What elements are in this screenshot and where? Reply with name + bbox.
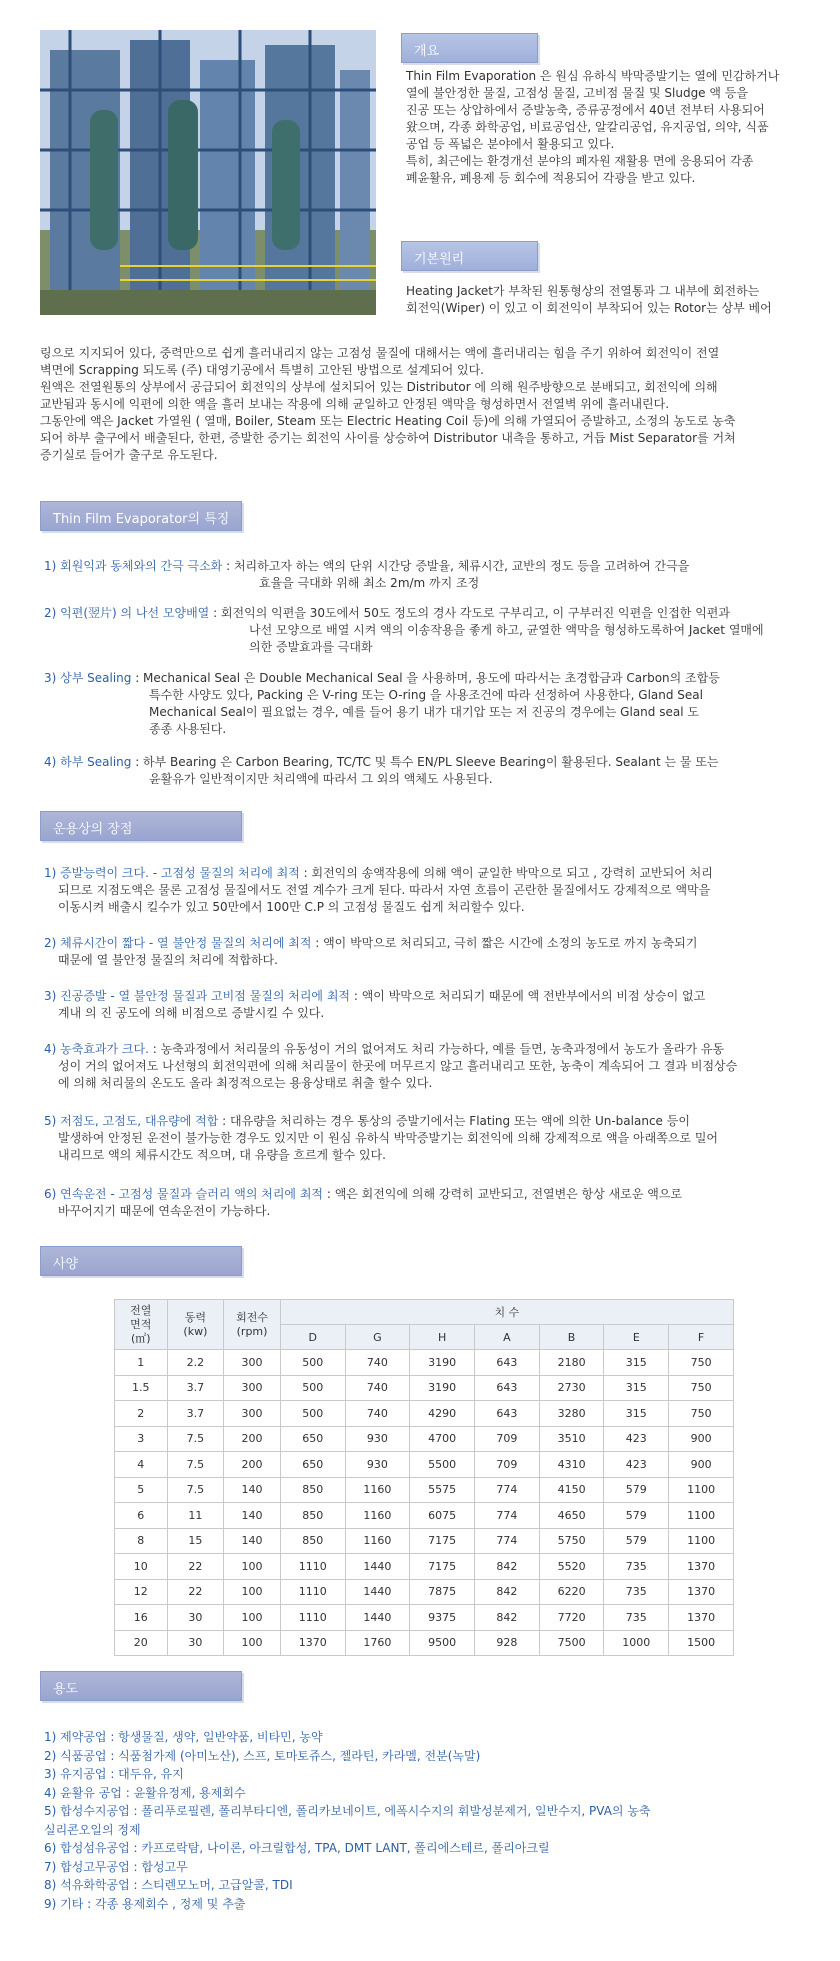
table-cell: 1100 [669, 1477, 734, 1503]
table-cell: 6075 [410, 1503, 475, 1529]
advantage-head: 2) 체류시간이 짧다 - 열 불안정 물질의 처리에 최적 [44, 936, 312, 950]
uses-title: 용도 [53, 1682, 79, 1697]
table-cell: 500 [280, 1401, 345, 1427]
table-cell: 4650 [539, 1503, 604, 1529]
list-item: 5) 합성수지공업 : 폴리푸로필렌, 폴리부타디엔, 폴리카보네이트, 에폭시수지의 휘발성분제거, 일반수지, PVA의 농축 [44, 1804, 651, 1818]
table-cell: 300 [224, 1350, 281, 1376]
feature-text: : 처리하고자 하는 액의 단위 시간당 증발율, 체류시간, 교반의 정도 등을 고려하여 간극을 [222, 559, 690, 573]
table-cell: 930 [345, 1426, 410, 1452]
table-cell: 12 [115, 1579, 168, 1605]
table-cell: 100 [224, 1554, 281, 1580]
advantage-head: 1) 증발능력이 크다. - 고점성 물질의 처리에 최적 [44, 866, 300, 880]
advantage-text: : 농축과정에서 처리물의 유동성이 거의 없어져도 처리 가능하다, 예를 들면, 농축과정에서 농도가 올라가 유동 [148, 1042, 725, 1056]
principle-line: 원액은 전열원통의 상부에서 공급되어 회전익의 상부에 설치되어 있는 Distributor 에 의해 원주방향으로 분배되고, 회전익에 의해 [40, 380, 718, 394]
spec-section-bar [40, 1246, 242, 1276]
header-col: E [604, 1325, 669, 1350]
list-item: 8) 석유화학공업 : 스티렌모노머, 고급알콜, TDI [44, 1878, 293, 1892]
advantage-item-2 [44, 935, 697, 969]
table-cell: 1 [115, 1350, 168, 1376]
advantage-item-3 [44, 988, 705, 1022]
table-cell: 1370 [669, 1579, 734, 1605]
table-cell: 9375 [410, 1605, 475, 1631]
table-cell: 735 [604, 1554, 669, 1580]
header-dimensions: 치 수 [280, 1300, 733, 1325]
intro-line: 공업 등 폭넓은 분야에서 활용되고 있다. [406, 137, 615, 151]
plant-illustration [40, 30, 376, 315]
table-row [115, 1426, 734, 1452]
table-row [115, 1350, 734, 1376]
table-cell: 6220 [539, 1579, 604, 1605]
principle-line: Heating Jacket가 부착된 원통형상의 전열통과 그 내부에 회전하는 [406, 284, 760, 298]
table-cell: 200 [224, 1426, 281, 1452]
table-cell: 315 [604, 1350, 669, 1376]
header-col: B [539, 1325, 604, 1350]
advantage-head: 6) 연속운전 - 고점성 물질과 슬러리 액의 처리에 최적 [44, 1187, 324, 1201]
table-cell: 709 [475, 1426, 540, 1452]
table-row [115, 1528, 734, 1554]
list-item: 4) 윤활유 공업 : 윤활유정제, 용제회수 [44, 1785, 246, 1800]
spec-table-body [115, 1350, 734, 1656]
advantage-text: 내리므로 액의 체류시간도 적으며, 대 유량을 흐르게 할수 있다. [58, 1148, 386, 1162]
table-cell: 842 [475, 1605, 540, 1631]
advantage-item-4 [44, 1041, 737, 1092]
table-cell: 423 [604, 1452, 669, 1478]
table-cell: 8 [115, 1528, 168, 1554]
advantage-text: 되므로 지점도액은 물론 고점성 물질에서도 전열 계수가 크게 된다. 따라서 자연 흐름이 곤란한 물질에서도 강제적으로 액막을 [58, 883, 711, 897]
table-cell: 16 [115, 1605, 168, 1631]
table-cell: 7875 [410, 1579, 475, 1605]
feature-head: 2) 익편(翌片) 의 나선 모양배열 [44, 606, 210, 620]
feature-item-1 [44, 558, 689, 592]
header-col: H [410, 1325, 475, 1350]
table-cell: 100 [224, 1630, 281, 1656]
table-cell: 850 [280, 1528, 345, 1554]
table-cell: 100 [224, 1579, 281, 1605]
table-row [115, 1605, 734, 1631]
table-cell: 750 [669, 1401, 734, 1427]
features-title: Thin Film Evaporator의 특징 [53, 512, 230, 527]
feature-text: 의한 증발효과를 극대화 [249, 640, 373, 654]
table-cell: 315 [604, 1375, 669, 1401]
table-cell: 1370 [669, 1554, 734, 1580]
table-cell: 3.7 [167, 1401, 224, 1427]
features-section-bar [40, 501, 242, 531]
advantages-title: 운용상의 장점 [53, 822, 133, 837]
principle-section-bar [401, 241, 538, 271]
table-cell: 1160 [345, 1477, 410, 1503]
table-cell: 740 [345, 1350, 410, 1376]
table-cell: 4150 [539, 1477, 604, 1503]
principle-line: 그동안에 액은 Jacket 가열원 ( 열매, Boiler, Steam 또는 Electric Heating Coil 등)에 의해 가열되어 증발하고, 소정의 농도로 농축 [40, 414, 736, 428]
table-row [115, 1579, 734, 1605]
table-cell: 3.7 [167, 1375, 224, 1401]
table-cell: 20 [115, 1630, 168, 1656]
table-cell: 22 [167, 1579, 224, 1605]
header-area: 전열 면적 (㎡) [115, 1300, 168, 1350]
advantage-item-5 [44, 1113, 718, 1164]
table-cell: 5575 [410, 1477, 475, 1503]
advantage-text: : 회전익의 송액작용에 의해 액이 균일한 박막으로 되고 , 강력히 교반되어 처리 [299, 866, 713, 880]
uses-list [44, 1728, 651, 1913]
table-cell: 3190 [410, 1350, 475, 1376]
table-cell: 140 [224, 1528, 281, 1554]
header-col: D [280, 1325, 345, 1350]
table-cell: 7720 [539, 1605, 604, 1631]
principle-paragraph-right [406, 283, 772, 317]
table-cell: 1760 [345, 1630, 410, 1656]
advantage-item-1 [44, 865, 713, 916]
principle-title: 기본원리 [414, 252, 465, 267]
principle-line: 교반됨과 동시에 익편에 의한 액을 흘러 보내는 작용에 의해 균일하고 안정된 액막을 형성하면서 전열벽 위에 흘러내린다. [40, 397, 670, 411]
table-cell: 842 [475, 1579, 540, 1605]
table-cell: 7.5 [167, 1477, 224, 1503]
table-cell: 7.5 [167, 1426, 224, 1452]
table-cell: 140 [224, 1503, 281, 1529]
table-cell: 140 [224, 1477, 281, 1503]
table-cell: 750 [669, 1350, 734, 1376]
list-item: 3) 유지공업 : 대두유, 유지 [44, 1767, 184, 1781]
list-item: 실리콘오일의 정제 [44, 1822, 141, 1837]
evaporator-plant-photo [40, 30, 376, 315]
advantage-head: 5) 저점도, 고점도, 대유량에 적합 [44, 1114, 219, 1128]
advantage-text: : 대유량을 처리하는 경우 통상의 증발기에서는 Flating 또는 액에 의한 Un-balance 등이 [218, 1114, 690, 1128]
table-cell: 740 [345, 1375, 410, 1401]
table-cell: 850 [280, 1477, 345, 1503]
table-cell: 750 [669, 1375, 734, 1401]
header-rpm: 회전수 (rpm) [224, 1300, 281, 1350]
table-cell: 842 [475, 1554, 540, 1580]
table-cell: 2.2 [167, 1350, 224, 1376]
table-row [115, 1477, 734, 1503]
table-cell: 4310 [539, 1452, 604, 1478]
table-cell: 5 [115, 1477, 168, 1503]
feature-text: 특수한 사양도 있다, Packing 은 V-ring 또는 O-ring 을 사용조건에 따라 선정하여 사용한다, Gland Seal [149, 688, 703, 702]
feature-text: 나선 모양으로 배열 시켜 액의 이송작용을 좋게 하고, 균열한 액막을 형성하도록하여 Jacket 열매에 [249, 623, 764, 637]
table-row [115, 1452, 734, 1478]
advantage-text: : 액이 박막으로 처리되고, 극히 짧은 시간에 소정의 농도로 까지 농축되기 [311, 936, 698, 950]
intro-title: 개요 [414, 44, 440, 59]
feature-text: : 하부 Bearing 은 Carbon Bearing, TC/TC 및 특수 EN/PL Sleeve Bearing이 활용된다. Sealant 는 물 또는 [131, 755, 719, 769]
table-cell: 423 [604, 1426, 669, 1452]
table-cell: 774 [475, 1503, 540, 1529]
table-cell: 1440 [345, 1605, 410, 1631]
advantage-text: 때문에 열 불안정 물질의 처리에 적합하다. [58, 953, 278, 967]
intro-line: 열에 불안정한 물질, 고점성 물질, 고비점 물질 및 Sludge 액 등을 [406, 86, 748, 100]
table-cell: 579 [604, 1503, 669, 1529]
principle-line: 링으로 지지되어 있다, 중력만으로 쉽게 흘러내리지 않는 고점성 물질에 대해서는 액에 흘러내리는 힘을 주기 위하여 회전익이 전열 [40, 346, 720, 360]
table-cell: 579 [604, 1477, 669, 1503]
uses-section-bar [40, 1671, 242, 1701]
intro-section-bar [401, 33, 538, 63]
table-cell: 15 [167, 1528, 224, 1554]
table-cell: 1160 [345, 1528, 410, 1554]
table-cell: 1500 [669, 1630, 734, 1656]
table-cell: 500 [280, 1350, 345, 1376]
table-cell: 2180 [539, 1350, 604, 1376]
feature-item-2 [44, 605, 764, 656]
advantage-head: 4) 농축효과가 크다. [44, 1042, 149, 1056]
table-cell: 1000 [604, 1630, 669, 1656]
table-cell: 2730 [539, 1375, 604, 1401]
table-cell: 315 [604, 1401, 669, 1427]
table-cell: 300 [224, 1375, 281, 1401]
table-cell: 1370 [669, 1605, 734, 1631]
table-cell: 930 [345, 1452, 410, 1478]
table-cell: 22 [167, 1554, 224, 1580]
table-row [115, 1554, 734, 1580]
header-col: F [669, 1325, 734, 1350]
table-cell: 1.5 [115, 1375, 168, 1401]
intro-paragraph [406, 68, 779, 187]
table-cell: 735 [604, 1605, 669, 1631]
table-cell: 4700 [410, 1426, 475, 1452]
table-cell: 200 [224, 1452, 281, 1478]
table-cell: 774 [475, 1477, 540, 1503]
table-cell: 650 [280, 1426, 345, 1452]
table-cell: 650 [280, 1452, 345, 1478]
intro-line: 특히, 최근에는 환경개선 분야의 폐자원 재활용 면에 응용되어 각종 [406, 154, 754, 168]
table-cell: 900 [669, 1452, 734, 1478]
table-cell: 6 [115, 1503, 168, 1529]
feature-text: Mechanical Seal이 필요없는 경우, 예를 들어 용기 내가 대기압 또는 저 진공의 경우에는 Gland seal 도 [149, 705, 699, 719]
feature-head: 1) 회원익과 동체와의 간극 극소화 [44, 559, 223, 573]
table-cell: 643 [475, 1350, 540, 1376]
table-cell: 774 [475, 1528, 540, 1554]
header-col: G [345, 1325, 410, 1350]
advantage-text: 이동시켜 배출시 킬수가 있고 50만에서 100만 C.P 의 고점성 물질도 쉽게 처리할수 있다. [58, 900, 525, 914]
principle-paragraph [40, 345, 736, 464]
feature-text: 윤활유가 일반적이지만 처리액에 따라서 그 외의 액체도 사용된다. [149, 772, 493, 786]
table-cell: 928 [475, 1630, 540, 1656]
spec-table [114, 1299, 734, 1656]
table-cell: 900 [669, 1426, 734, 1452]
principle-line: 되어 하부 출구에서 배출된다, 한편, 증발한 증기는 회전익 사이를 상승하여 Distributor 내측을 통하고, 거듭 Mist Separator를 거쳐 [40, 431, 736, 445]
table-row [115, 1401, 734, 1427]
header-col: A [475, 1325, 540, 1350]
advantage-text: 계내 의 진 공도에 의해 비점으로 증발시킬 수 있다. [58, 1006, 325, 1020]
principle-line: 증기실로 들어가 출구로 유도된다. [40, 448, 218, 462]
intro-line: 진공 또는 상압하에서 증발농축, 증류공정에서 40년 전부터 사용되어 [406, 103, 765, 117]
table-row [115, 1375, 734, 1401]
table-cell: 30 [167, 1630, 224, 1656]
table-cell: 1110 [280, 1605, 345, 1631]
table-cell: 643 [475, 1401, 540, 1427]
advantages-section-bar [40, 811, 242, 841]
feature-text: 효율을 극대화 위해 최소 2m/m 까지 조정 [259, 576, 480, 590]
table-cell: 7.5 [167, 1452, 224, 1478]
table-cell: 579 [604, 1528, 669, 1554]
advantage-text: 바꾸어지기 때문에 연속운전이 가능하다. [58, 1204, 271, 1218]
feature-text: : Mechanical Seal 은 Double Mechanical Seal 을 사용하며, 용도에 따라서는 초경합금과 Carbon의 조합등 [131, 671, 720, 685]
intro-line: 왔으며, 각종 화학공업, 비료공업산, 알칼리공업, 유지공업, 의약, 식품 [406, 120, 769, 134]
principle-line: 회전익(Wiper) 이 있고 이 회전익이 부착되어 있는 Rotor는 상부 베어 [406, 301, 772, 315]
table-cell: 10 [115, 1554, 168, 1580]
list-item: 6) 합성섬유공업 : 카프로락탐, 나이론, 아크릴합성, TPA, DMT LANT, 폴리에스테르, 폴리아크릴 [44, 1841, 550, 1855]
feature-text: 종종 사용된다. [149, 722, 227, 736]
list-item: 7) 합성고무공업 : 합성고무 [44, 1859, 188, 1874]
advantage-text: 발생하여 안정된 운전이 불가능한 경우도 있지만 이 원심 유하식 박막증발기는 회전익에 의해 강제적으로 액을 아래쪽으로 밀어 [58, 1131, 719, 1145]
table-cell: 1160 [345, 1503, 410, 1529]
advantage-item-6 [44, 1186, 682, 1220]
table-cell: 643 [475, 1375, 540, 1401]
table-cell: 850 [280, 1503, 345, 1529]
list-item: 1) 제약공업 : 항생물질, 생약, 일반약품, 비타민, 농약 [44, 1730, 323, 1744]
feature-head: 3) 상부 Sealing [44, 671, 132, 685]
table-cell: 5520 [539, 1554, 604, 1580]
intro-line: Thin Film Evaporation 은 원심 유하식 박막증발기는 열에 민감하거나 [406, 69, 780, 83]
table-cell: 1370 [280, 1630, 345, 1656]
table-cell: 3280 [539, 1401, 604, 1427]
table-cell: 1110 [280, 1554, 345, 1580]
table-cell: 1440 [345, 1579, 410, 1605]
table-cell: 30 [167, 1605, 224, 1631]
list-item: 9) 기타 : 각종 용제회수 , 정제 및 추출 [44, 1896, 246, 1911]
table-cell: 3190 [410, 1375, 475, 1401]
table-cell: 4 [115, 1452, 168, 1478]
table-cell: 7500 [539, 1630, 604, 1656]
table-cell: 5500 [410, 1452, 475, 1478]
header-power: 동력 (kw) [167, 1300, 224, 1350]
intro-line: 폐윤활유, 폐용제 등 회수에 적용되어 각광을 받고 있다. [406, 171, 696, 185]
table-row [115, 1503, 734, 1529]
table-cell: 709 [475, 1452, 540, 1478]
table-cell: 300 [224, 1401, 281, 1427]
table-cell: 5750 [539, 1528, 604, 1554]
table-cell: 735 [604, 1579, 669, 1605]
table-cell: 2 [115, 1401, 168, 1427]
table-cell: 740 [345, 1401, 410, 1427]
table-cell: 9500 [410, 1630, 475, 1656]
feature-item-3 [44, 670, 720, 738]
table-cell: 11 [167, 1503, 224, 1529]
table-cell: 1110 [280, 1579, 345, 1605]
feature-text: : 회전익의 익편을 30도에서 50도 정도의 경사 각도로 구부리고, 이 구부러진 익편을 인접한 익편과 [209, 606, 730, 620]
advantage-text: : 액은 회전익에 의해 강력히 교반되고, 전열변은 항상 새로운 액으로 [323, 1187, 683, 1201]
table-cell: 100 [224, 1605, 281, 1631]
table-cell: 4290 [410, 1401, 475, 1427]
table-cell: 1440 [345, 1554, 410, 1580]
advantage-head: 3) 진공증발 - 열 불안정 물질과 고비점 물질의 처리에 최적 [44, 989, 351, 1003]
table-cell: 7175 [410, 1528, 475, 1554]
table-cell: 1100 [669, 1528, 734, 1554]
feature-item-4 [44, 754, 719, 788]
table-cell: 500 [280, 1375, 345, 1401]
table-header-row [115, 1300, 734, 1325]
table-cell: 3 [115, 1426, 168, 1452]
advantage-text: 에 의해 처리물의 온도도 올라 최정적으로는 용융상태로 취출 할수 있다. [58, 1076, 433, 1090]
feature-head: 4) 하부 Sealing [44, 755, 132, 769]
list-item: 2) 식품공업 : 식품첨가제 (아미노산), 스프, 토마토쥬스, 젤라틴, 카라멜, 전분(녹말) [44, 1748, 481, 1763]
advantage-text: : 액이 박막으로 처리되기 때문에 액 전반부에서의 비점 상승이 없고 [350, 989, 706, 1003]
advantage-text: 성이 거의 없어져도 나선형의 회전익편에 의해 처리물이 한곳에 머무르지 않고 흘러내리고 또한, 농축이 계속되어 그 결과 비점상승 [58, 1059, 738, 1073]
table-cell: 3510 [539, 1426, 604, 1452]
table-row [115, 1630, 734, 1656]
table-cell: 1100 [669, 1503, 734, 1529]
table-cell: 7175 [410, 1554, 475, 1580]
spec-title: 사양 [53, 1257, 79, 1272]
principle-line: 벽면에 Scrapping 되도록 (주) 대영기공에서 특별히 고안된 방법으로 설계되어 있다. [40, 363, 484, 377]
